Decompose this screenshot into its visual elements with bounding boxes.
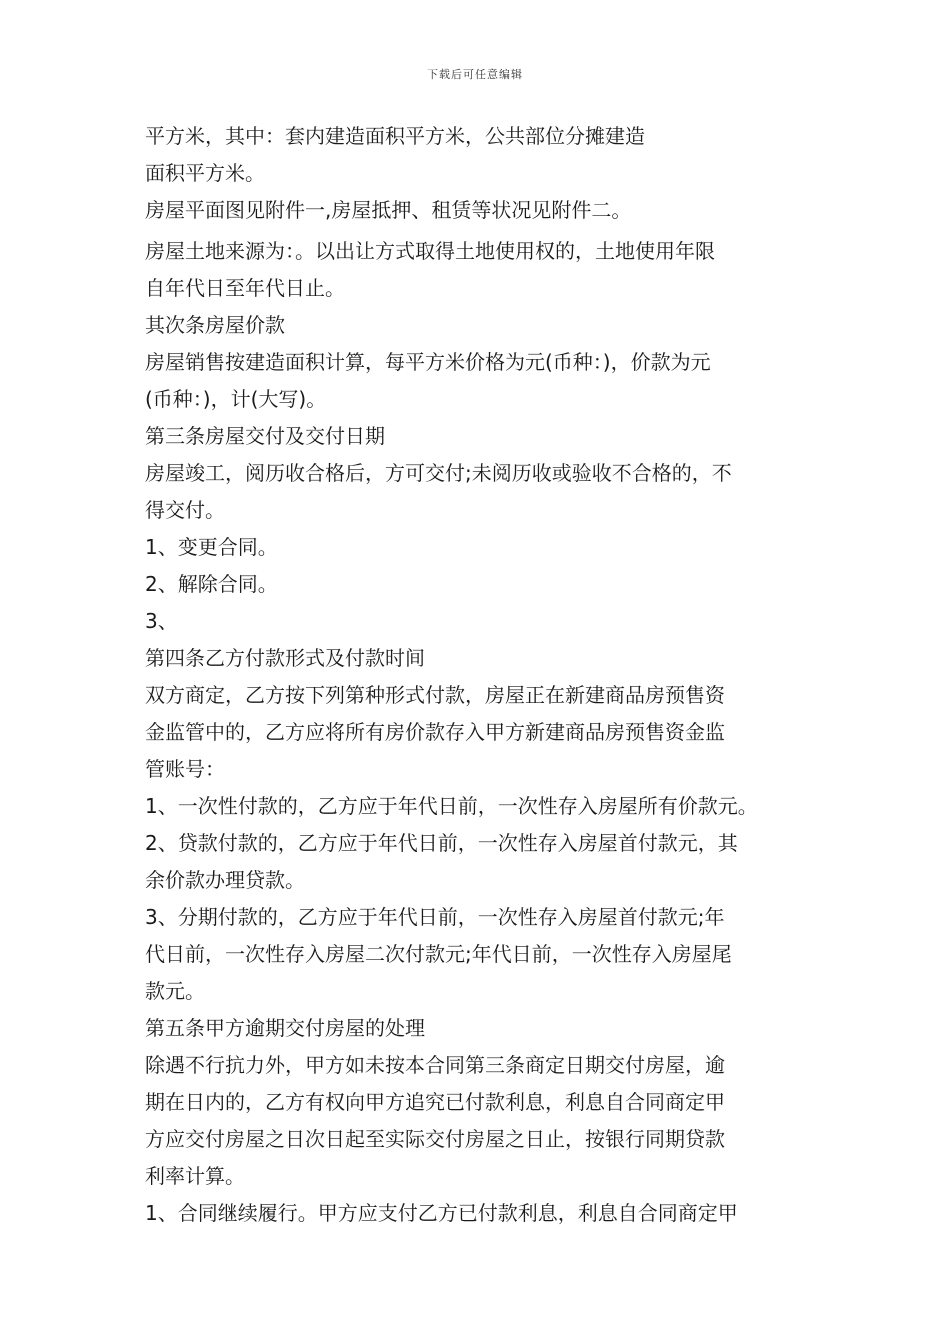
paragraph-line: 管账号： bbox=[145, 757, 225, 781]
list-item: 3、分期付款的，乙方应于年代日前，一次性存入房屋首付款元;年 bbox=[145, 905, 725, 929]
paragraph-line: 方应交付房屋之日次日起至实际交付房屋之日止，按银行同期贷款 bbox=[145, 1127, 725, 1151]
paragraph-line: 利率计算。 bbox=[145, 1164, 245, 1188]
paragraph-line: 房屋土地来源为：。以出让方式取得土地使用权的，土地使用年限 bbox=[145, 239, 715, 263]
section-heading: 第五条甲方逾期交付房屋的处理 bbox=[145, 1016, 425, 1040]
paragraph-line: 款元。 bbox=[145, 979, 205, 1003]
paragraph-line: 代日前，一次性存入房屋二次付款元;年代日前，一次性存入房屋尾 bbox=[145, 942, 732, 966]
list-item: 1、变更合同。 bbox=[145, 535, 278, 559]
list-item: 1、合同继续履行。甲方应支付乙方已付款利息，利息自合同商定甲 bbox=[145, 1201, 738, 1225]
paragraph-line: (币种：)，计(大写)。 bbox=[145, 387, 327, 411]
list-item: 2、解除合同。 bbox=[145, 572, 278, 596]
section-heading: 第四条乙方付款形式及付款时间 bbox=[145, 646, 425, 670]
list-item: 2、贷款付款的，乙方应于年代日前，一次性存入房屋首付款元，其 bbox=[145, 831, 738, 855]
paragraph-line: 金监管中的，乙方应将所有房价款存入甲方新建商品房预售资金监 bbox=[145, 720, 725, 744]
paragraph-line: 自年代日至年代日止。 bbox=[145, 276, 345, 300]
paragraph-line: 双方商定，乙方按下列第种形式付款，房屋正在新建商品房预售资 bbox=[145, 683, 725, 707]
list-item: 3、 bbox=[145, 609, 178, 633]
section-heading: 其次条房屋价款 bbox=[145, 313, 285, 337]
document-body bbox=[145, 118, 813, 1232]
page-header-note: 下载后可任意编辑 bbox=[427, 68, 523, 81]
paragraph-line: 面积平方米。 bbox=[145, 161, 265, 185]
paragraph-line: 房屋销售按建造面积计算，每平方米价格为元(币种：)，价款为元 bbox=[145, 350, 711, 374]
paragraph-line: 房屋平面图见附件一,房屋抵押、租赁等状况见附件二。 bbox=[145, 198, 632, 222]
list-item: 1、一次性付款的，乙方应于年代日前，一次性存入房屋所有价款元。 bbox=[145, 794, 758, 818]
paragraph-line: 除遇不行抗力外，甲方如未按本合同第三条商定日期交付房屋，逾 bbox=[145, 1053, 725, 1077]
paragraph-line: 得交付。 bbox=[145, 498, 225, 522]
section-heading: 第三条房屋交付及交付日期 bbox=[145, 424, 385, 448]
paragraph-line: 期在日内的，乙方有权向甲方追究已付款利息，利息自合同商定甲 bbox=[145, 1090, 725, 1114]
paragraph-line: 平方米，其中：套内建造面积平方米，公共部位分摊建造 bbox=[145, 124, 645, 148]
paragraph-line: 房屋竣工，阅历收合格后，方可交付;未阅历收或验收不合格的，不 bbox=[145, 461, 732, 485]
paragraph-line: 余价款办理贷款。 bbox=[145, 868, 305, 892]
